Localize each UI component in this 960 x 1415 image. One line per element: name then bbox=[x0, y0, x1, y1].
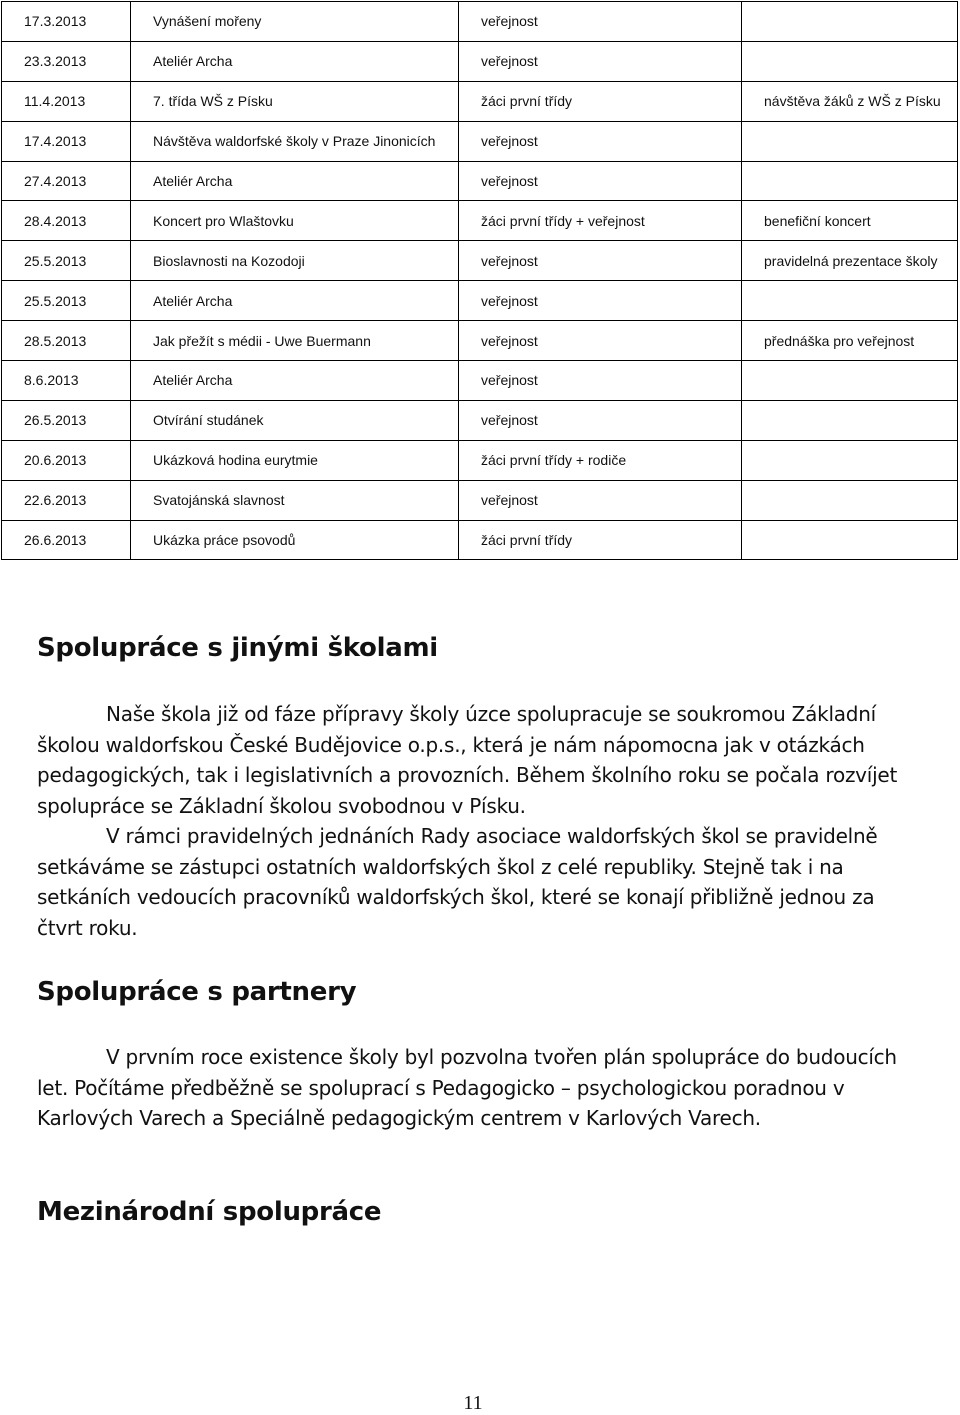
table-row bbox=[2, 2, 958, 42]
event-note-cell bbox=[742, 121, 958, 161]
section-heading: Spolupráce s jinými školami bbox=[37, 633, 438, 663]
event-name-cell: Koncert pro Wlaštovku bbox=[131, 201, 459, 241]
events-table bbox=[1, 1, 958, 560]
event-date-cell: 17.3.2013 bbox=[2, 2, 131, 42]
event-name-cell: Vynášení mořeny bbox=[131, 2, 459, 42]
event-audience-cell: veřejnost bbox=[459, 161, 742, 201]
events-table-body bbox=[2, 2, 958, 560]
page-number: 11 bbox=[463, 1392, 483, 1414]
event-name-cell: Ateliér Archa bbox=[131, 281, 459, 321]
event-name-cell: Návštěva waldorfské školy v Praze Jinonicích bbox=[131, 121, 459, 161]
event-name-cell: Ateliér Archa bbox=[131, 41, 459, 81]
section-heading: Mezinárodní spolupráce bbox=[37, 1197, 382, 1227]
event-name-cell: Ukázková hodina eurytmie bbox=[131, 440, 459, 480]
table-row bbox=[2, 520, 958, 560]
table-row bbox=[2, 41, 958, 81]
table-row bbox=[2, 121, 958, 161]
event-name-cell: Bioslavnosti na Kozodoji bbox=[131, 241, 459, 281]
event-name-cell: Svatojánská slavnost bbox=[131, 480, 459, 520]
event-date-cell: 20.6.2013 bbox=[2, 440, 131, 480]
event-audience-cell: veřejnost bbox=[459, 121, 742, 161]
event-audience-cell: žáci první třídy + veřejnost bbox=[459, 201, 742, 241]
event-note-cell bbox=[742, 281, 958, 321]
event-note-cell: přednáška pro veřejnost bbox=[742, 321, 958, 361]
event-note-cell bbox=[742, 480, 958, 520]
event-audience-cell: veřejnost bbox=[459, 400, 742, 440]
table-row bbox=[2, 81, 958, 121]
table-row bbox=[2, 321, 958, 361]
event-audience-cell: veřejnost bbox=[459, 41, 742, 81]
event-audience-cell: veřejnost bbox=[459, 241, 742, 281]
event-date-cell: 8.6.2013 bbox=[2, 361, 131, 401]
section-heading: Spolupráce s partnery bbox=[37, 977, 357, 1007]
event-name-cell: Jak přežít s médii - Uwe Buermann bbox=[131, 321, 459, 361]
event-date-cell: 22.6.2013 bbox=[2, 480, 131, 520]
table-row bbox=[2, 161, 958, 201]
event-audience-cell: veřejnost bbox=[459, 2, 742, 42]
table-row bbox=[2, 440, 958, 480]
event-name-cell: Ateliér Archa bbox=[131, 361, 459, 401]
event-date-cell: 28.4.2013 bbox=[2, 201, 131, 241]
table-row bbox=[2, 241, 958, 281]
event-name-cell: Ukázka práce psovodů bbox=[131, 520, 459, 560]
section-partners bbox=[37, 976, 907, 1134]
event-date-cell: 17.4.2013 bbox=[2, 121, 131, 161]
event-note-cell bbox=[742, 361, 958, 401]
event-note-cell bbox=[742, 2, 958, 42]
table-row bbox=[2, 480, 958, 520]
event-note-cell: pravidelná prezentace školy bbox=[742, 241, 958, 281]
event-audience-cell: žáci první třídy bbox=[459, 520, 742, 560]
event-date-cell: 26.5.2013 bbox=[2, 400, 131, 440]
event-audience-cell: žáci první třídy bbox=[459, 81, 742, 121]
event-date-cell: 26.6.2013 bbox=[2, 520, 131, 560]
paragraph: V rámci pravidelných jednáních Rady asociace waldorfských škol se pravidelně setkáváme se zástupci ostatních waldorfských škol z celé republiky. Stejně tak i na setkáních vedoucích pracovníků waldorfských škol, které se konají přibližně jednou za čtvrt roku. bbox=[37, 824, 878, 940]
event-date-cell: 28.5.2013 bbox=[2, 321, 131, 361]
event-audience-cell: veřejnost bbox=[459, 281, 742, 321]
event-note-cell bbox=[742, 440, 958, 480]
event-note-cell: benefiční koncert bbox=[742, 201, 958, 241]
event-note-cell bbox=[742, 41, 958, 81]
table-row bbox=[2, 201, 958, 241]
event-audience-cell: veřejnost bbox=[459, 321, 742, 361]
event-name-cell: Otvírání studánek bbox=[131, 400, 459, 440]
event-note-cell bbox=[742, 161, 958, 201]
event-date-cell: 25.5.2013 bbox=[2, 281, 131, 321]
event-date-cell: 27.4.2013 bbox=[2, 161, 131, 201]
event-audience-cell: žáci první třídy + rodiče bbox=[459, 440, 742, 480]
paragraph: V prvním roce existence školy byl pozvolna tvořen plán spolupráce do budoucích let. Počítáme předběžně se spoluprací s Pedagogicko – psychologickou poradnou v Karlových Varech a Speciálně pedagogickým centrem v Karlových Varech. bbox=[37, 1045, 897, 1130]
event-note-cell: návštěva žáků z WŠ z Písku bbox=[742, 81, 958, 121]
event-note-cell bbox=[742, 520, 958, 560]
event-date-cell: 23.3.2013 bbox=[2, 41, 131, 81]
table-row bbox=[2, 400, 958, 440]
paragraph: Naše škola již od fáze přípravy školy úzce spolupracuje se soukromou Základní školou waldorfskou České Budějovice o.p.s., která je nám nápomocna jak v otázkách pedagogických, tak i legislativních a provozních. Během školního roku se počala rozvíjet spolupráce se Základní školou svobodnou v Písku. bbox=[37, 702, 898, 818]
event-note-cell bbox=[742, 400, 958, 440]
event-date-cell: 25.5.2013 bbox=[2, 241, 131, 281]
event-name-cell: Ateliér Archa bbox=[131, 161, 459, 201]
table-row bbox=[2, 361, 958, 401]
table-row bbox=[2, 281, 958, 321]
section-international bbox=[37, 1196, 907, 1228]
event-audience-cell: veřejnost bbox=[459, 480, 742, 520]
event-name-cell: 7. třída WŠ z Písku bbox=[131, 81, 459, 121]
event-date-cell: 11.4.2013 bbox=[2, 81, 131, 121]
section-schools bbox=[37, 632, 907, 943]
event-audience-cell: veřejnost bbox=[459, 361, 742, 401]
